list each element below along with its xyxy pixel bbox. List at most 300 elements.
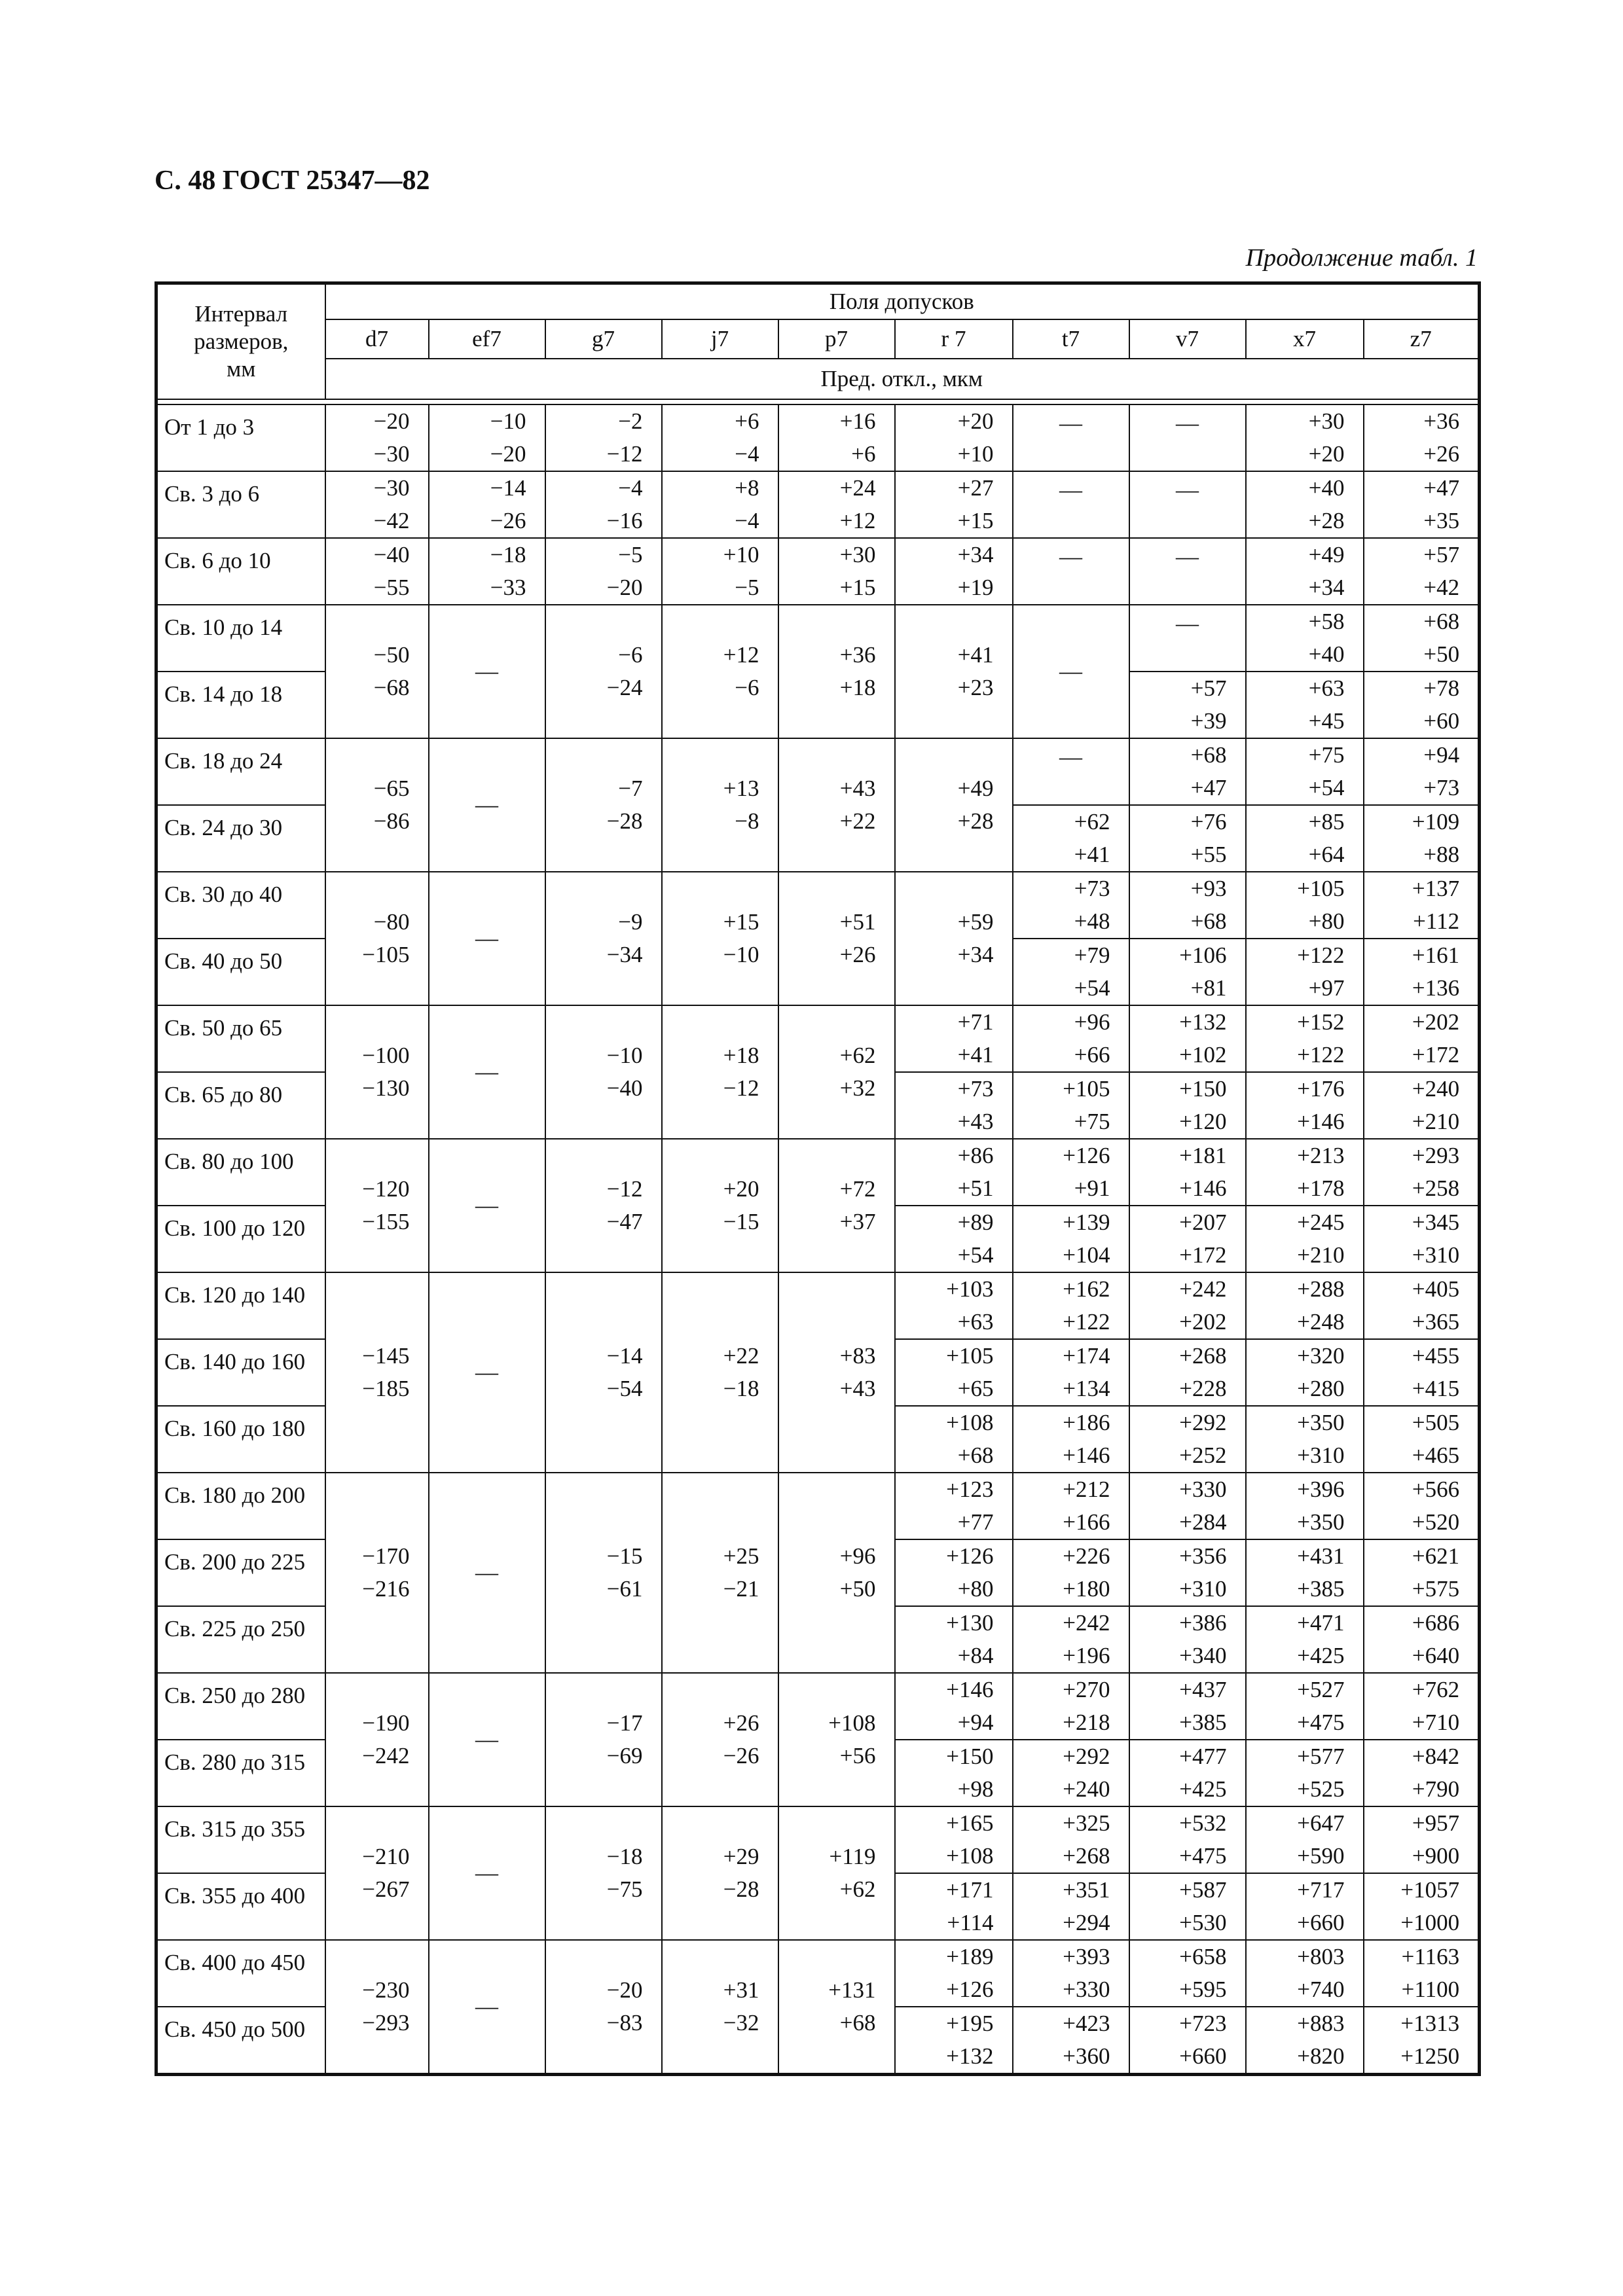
cell-r7-row5 [895,738,1013,872]
cell-x7-row11 [1246,1139,1364,1206]
row-label-text: От 1 до 3 [164,414,255,440]
cell-j7-row7 [662,872,778,1005]
value-upper: +566 [1412,1477,1460,1502]
value-lower: +196 [1063,1643,1110,1668]
cell-x7-row9 [1246,1005,1364,1072]
cell-j7-row21 [662,1806,778,1940]
cell-v7-row2-dash: — [1129,538,1246,605]
value-upper: +31 [723,1977,759,2003]
value-upper: +146 [946,1677,994,1702]
value-upper: +8 [735,475,759,501]
cell-t7-row5-dash: — [1013,738,1129,805]
value-lower: +73 [1423,775,1460,800]
value-upper: +108 [946,1410,994,1435]
value-lower: +65 [957,1376,994,1401]
cell-g7-row5 [545,738,662,872]
value-lower: +43 [957,1109,994,1134]
value-lower: +54 [957,1242,994,1268]
cell-v7-row0-dash: — [1129,404,1246,471]
row-label-text: Св. 3 до 6 [164,481,260,507]
row-label-text: Св. 40 до 50 [164,948,283,974]
value-lower: −21 [723,1576,759,1602]
value-upper: +72 [839,1176,876,1202]
value-lower: −5 [735,575,759,600]
value-lower: +330 [1063,1977,1110,2002]
value-upper: +40 [1308,475,1345,501]
value-upper: +12 [723,642,759,668]
value-lower: +660 [1179,2043,1227,2069]
cell-z7-row19 [1364,1673,1480,1740]
col-header-v7: v7 [1129,319,1246,359]
value-upper: +471 [1297,1610,1345,1636]
cell-v7-row9 [1129,1005,1246,1072]
cell-x7-row4 [1246,672,1364,738]
value-upper: −230 [362,1977,410,2003]
cell-g7-row23 [545,1940,662,2075]
col-header-ef7: ef7 [429,319,545,359]
value-upper: +762 [1412,1677,1460,1702]
cell-p7-row11 [778,1139,895,1272]
corner-header [156,283,325,400]
value-upper: +73 [957,1076,994,1102]
cell-g7-row1 [545,471,662,538]
value-lower: +23 [957,675,994,700]
value-lower: −155 [362,1209,410,1234]
cell-r7-row2 [895,538,1013,605]
cell-j7-row23 [662,1940,778,2075]
col-header-p7: p7 [778,319,895,359]
cell-t7-row7 [1013,872,1129,939]
value-lower: +102 [1179,1042,1227,1067]
value-lower: +210 [1297,1242,1345,1268]
value-upper: +137 [1412,876,1460,901]
value-lower: +54 [1074,975,1110,1001]
value-upper: +51 [839,909,876,935]
value-upper: −170 [362,1543,410,1569]
table-row [156,1806,1480,1873]
cell-j7-row16 [662,1473,778,1673]
value-lower: −55 [373,575,410,600]
value-lower: +68 [839,2010,876,2036]
value-lower: −267 [362,1876,410,1902]
row-label [156,1406,325,1473]
cell-x7-row18 [1246,1606,1364,1673]
value-lower: −242 [362,1743,410,1768]
cell-x7-row7 [1246,872,1364,939]
cell-d7-row2 [325,538,429,605]
value-upper: +89 [957,1210,994,1235]
value-upper: +93 [1190,876,1227,901]
row-label-text: Св. 6 до 10 [164,548,271,573]
cell-v7-row18 [1129,1606,1246,1673]
cell-g7-row13 [545,1272,662,1473]
value-lower: +15 [957,508,994,533]
value-upper: +405 [1412,1276,1460,1302]
value-lower: +88 [1423,842,1460,867]
value-upper: +350 [1297,1410,1345,1435]
value-lower: +19 [957,575,994,600]
value-lower: +112 [1413,908,1460,934]
row-label-text: Св. 225 до 250 [164,1616,306,1641]
cell-g7-row7 [545,872,662,1005]
value-upper: +437 [1179,1677,1227,1702]
row-label [156,1339,325,1406]
value-upper: +212 [1063,1477,1110,1502]
cell-x7-row2 [1246,538,1364,605]
value-upper: −10 [606,1043,643,1068]
value-lower: −42 [373,508,410,533]
cell-r7-row21 [895,1806,1013,1873]
cell-z7-row13 [1364,1272,1480,1339]
value-lower: +248 [1297,1309,1345,1335]
row-label [156,1139,325,1206]
page-header: С. 48 ГОСТ 25347—82 [155,166,430,196]
row-label-text: Св. 180 до 200 [164,1482,306,1508]
cell-r7-row13 [895,1272,1013,1339]
value-upper: −9 [618,909,643,935]
cell-z7-row18 [1364,1606,1480,1673]
cell-z7-row14 [1364,1339,1480,1406]
value-lower: +20 [1308,441,1345,467]
value-upper: +130 [946,1610,994,1636]
value-upper: +49 [1308,542,1345,567]
cell-ef7-row7-dash: — [429,872,545,1005]
value-lower: −4 [735,441,759,467]
value-upper: +131 [828,1977,876,2003]
value-upper: +1057 [1400,1877,1460,1903]
cell-z7-row20 [1364,1740,1480,1806]
value-upper: +30 [839,542,876,567]
cell-d7-row7 [325,872,429,1005]
row-label [156,605,325,672]
cell-g7-row19 [545,1673,662,1806]
cell-ef7-row5-dash: — [429,738,545,872]
value-lower: +218 [1063,1710,1110,1735]
cell-d7-row5 [325,738,429,872]
cell-r7-row20 [895,1740,1013,1806]
table-row [156,872,1480,939]
value-upper: +240 [1412,1076,1460,1102]
value-lower: −54 [606,1376,643,1401]
value-lower: +50 [1423,641,1460,667]
value-lower: +18 [839,675,876,700]
value-upper: +152 [1297,1009,1345,1035]
row-label [156,805,325,872]
value-lower: +32 [839,1075,876,1101]
value-lower: +210 [1412,1109,1460,1134]
cell-p7-row0 [778,404,895,471]
value-lower: +45 [1308,708,1345,734]
cell-ef7-row3-dash: — [429,605,545,738]
value-lower: +122 [1297,1042,1345,1067]
value-lower: +97 [1308,975,1345,1001]
cell-v7-row12 [1129,1206,1246,1272]
cell-r7-row22 [895,1873,1013,1940]
cell-j7-row13 [662,1272,778,1473]
value-lower: +80 [1308,908,1345,934]
cell-r7-row19 [895,1673,1013,1740]
value-upper: −17 [606,1710,643,1736]
row-label-text: Св. 30 до 40 [164,882,283,907]
value-upper: +423 [1063,2011,1110,2036]
value-lower: +1250 [1400,2043,1460,2069]
value-lower: +48 [1074,908,1110,934]
value-upper: +68 [1190,742,1227,768]
cell-d7-row13 [325,1272,429,1473]
continuation-note: Продолжение табл. 1 [1245,244,1478,272]
row-label [156,1873,325,1940]
value-upper: +165 [946,1810,994,1836]
value-upper: +79 [1074,942,1110,968]
cell-j7-row19 [662,1673,778,1806]
cell-d7-row19 [325,1673,429,1806]
cell-t7-row9 [1013,1005,1129,1072]
value-upper: +27 [957,475,994,501]
cell-d7-row16 [325,1473,429,1673]
cell-x7-row23 [1246,1940,1364,2007]
value-lower: +64 [1308,842,1345,867]
value-lower: −216 [362,1576,410,1602]
value-lower: +122 [1063,1309,1110,1335]
cell-r7-row16 [895,1473,1013,1539]
cell-r7-row3 [895,605,1013,738]
value-upper: +658 [1179,1944,1227,1969]
value-lower: +132 [946,2043,994,2069]
value-upper: +126 [1063,1143,1110,1168]
value-upper: +58 [1308,609,1345,634]
col-header-x7: x7 [1246,319,1364,359]
cell-d7-row1 [325,471,429,538]
row-label [156,939,325,1005]
value-lower: −83 [606,2010,643,2036]
cell-v7-row15 [1129,1406,1246,1473]
value-upper: +717 [1297,1877,1345,1903]
cell-r7-row14 [895,1339,1013,1406]
value-lower: −24 [606,675,643,700]
row-label-text: Св. 80 до 100 [164,1149,294,1174]
row-label [156,1606,325,1673]
value-upper: +226 [1063,1543,1110,1569]
value-lower: +37 [839,1209,876,1234]
row-label-text: Св. 24 до 30 [164,815,283,840]
row-label [156,1539,325,1606]
value-lower: +35 [1423,508,1460,533]
tolerance-table [155,281,1481,2076]
value-lower: +98 [957,1776,994,1802]
value-upper: +43 [839,776,876,801]
value-upper: +393 [1063,1944,1110,1969]
cell-v7-row5 [1129,738,1246,805]
row-label [156,1940,325,2007]
value-upper: +242 [1063,1610,1110,1636]
value-upper: +62 [1074,809,1110,834]
value-upper: +86 [957,1143,994,1168]
cell-p7-row7 [778,872,895,1005]
value-upper: −18 [490,542,526,567]
cell-ef7-row23-dash: — [429,1940,545,2075]
value-lower: +525 [1297,1776,1345,1802]
value-upper: +207 [1179,1210,1227,1235]
cell-t7-row22 [1013,1873,1129,1940]
cell-ef7-row16-dash: — [429,1473,545,1673]
value-upper: +13 [723,776,759,801]
value-upper: +957 [1412,1810,1460,1836]
value-upper: +24 [839,475,876,501]
value-upper: +686 [1412,1610,1460,1636]
value-upper: +647 [1297,1810,1345,1836]
row-label-text: Св. 355 до 400 [164,1883,306,1909]
cell-t7-row20 [1013,1740,1129,1806]
value-lower: +710 [1412,1710,1460,1735]
value-lower: +268 [1063,1843,1110,1869]
cell-z7-row11 [1364,1139,1480,1206]
value-upper: +1313 [1400,2011,1460,2036]
value-lower: +56 [839,1743,876,1768]
cell-x7-row19 [1246,1673,1364,1740]
cell-z7-row22 [1364,1873,1480,1940]
cell-z7-row16 [1364,1473,1480,1539]
cell-r7-row0 [895,404,1013,471]
value-lower: +425 [1179,1776,1227,1802]
value-lower: +660 [1297,1910,1345,1935]
value-lower: −293 [362,2010,410,2036]
value-upper: +431 [1297,1543,1345,1569]
value-lower: +240 [1063,1776,1110,1802]
value-upper: +213 [1297,1143,1345,1168]
value-lower: −4 [735,508,759,533]
row-label-text: Св. 140 до 160 [164,1349,306,1374]
row-label [156,1806,325,1873]
cell-v7-row20 [1129,1740,1246,1806]
value-lower: +475 [1179,1843,1227,1869]
cell-v7-row4 [1129,672,1246,738]
value-lower: +81 [1190,975,1227,1001]
value-upper: +174 [1063,1343,1110,1369]
cell-t7-row19 [1013,1673,1129,1740]
value-upper: +150 [946,1744,994,1769]
cell-v7-row10 [1129,1072,1246,1139]
value-upper: +477 [1179,1744,1227,1769]
value-upper: +10 [723,542,759,567]
value-upper: +15 [723,909,759,935]
row-label [156,872,325,939]
cell-p7-row21 [778,1806,895,1940]
cell-p7-row19 [778,1673,895,1806]
cell-ef7-row0 [429,404,545,471]
value-lower: +28 [1308,508,1345,533]
table-row [156,1139,1480,1206]
cell-z7-row1 [1364,471,1480,538]
value-lower: +108 [946,1843,994,1869]
value-upper: +292 [1179,1410,1227,1435]
cell-x7-row14 [1246,1339,1364,1406]
cell-p7-row16 [778,1473,895,1673]
value-upper: +76 [1190,809,1227,834]
cell-z7-row17 [1364,1539,1480,1606]
col-header-t7: t7 [1013,319,1129,359]
value-upper: −12 [606,1176,643,1202]
row-label [156,2007,325,2075]
value-lower: +258 [1412,1175,1460,1201]
value-lower: +146 [1297,1109,1345,1134]
value-upper: +20 [957,408,994,434]
cell-v7-row19 [1129,1673,1246,1740]
corner-line-3: мм [227,356,256,382]
value-lower: +136 [1412,975,1460,1001]
cell-t7-row10 [1013,1072,1129,1139]
value-upper: +345 [1412,1210,1460,1235]
value-lower: +12 [839,508,876,533]
value-upper: −6 [618,642,643,668]
cell-d7-row11 [325,1139,429,1272]
value-upper: +330 [1179,1477,1227,1502]
cell-x7-row22 [1246,1873,1364,1940]
value-lower: +26 [1423,441,1460,467]
cell-j7-row1 [662,471,778,538]
row-label-text: Св. 100 до 120 [164,1215,306,1241]
value-lower: +1000 [1400,1910,1460,1935]
value-lower: +178 [1297,1175,1345,1201]
value-upper: +883 [1297,2011,1345,2036]
cell-x7-row20 [1246,1740,1364,1806]
value-upper: +105 [946,1343,994,1369]
cell-z7-row5 [1364,738,1480,805]
value-upper: +162 [1063,1276,1110,1302]
value-upper: −65 [373,776,410,801]
col-header-g7: g7 [545,319,662,359]
cell-r7-row1 [895,471,1013,538]
value-upper: +106 [1179,942,1227,968]
cell-z7-row0 [1364,404,1480,471]
value-upper: +386 [1179,1610,1227,1636]
cell-v7-row17 [1129,1539,1246,1606]
value-lower: −10 [723,942,759,967]
value-upper: +577 [1297,1744,1345,1769]
row-label-text: Св. 315 до 355 [164,1816,306,1842]
value-lower: +84 [957,1643,994,1668]
cell-p7-row13 [778,1272,895,1473]
value-upper: +36 [1423,408,1460,434]
value-lower: +68 [957,1443,994,1468]
value-lower: −26 [490,508,526,533]
value-lower: +55 [1190,842,1227,867]
value-upper: +96 [1074,1009,1110,1035]
value-upper: +94 [1423,742,1460,768]
value-upper: −5 [618,542,643,567]
value-lower: −16 [606,508,643,533]
row-label [156,538,325,605]
cell-t7-row23 [1013,1940,1129,2007]
value-upper: −20 [373,408,410,434]
value-lower: +41 [957,1042,994,1067]
value-lower: −12 [723,1075,759,1101]
cell-z7-row10 [1364,1072,1480,1139]
value-upper: +59 [957,909,994,935]
value-upper: −20 [606,1977,643,2003]
row-label-text: Св. 450 до 500 [164,2017,306,2042]
value-upper: −50 [373,642,410,668]
cell-j7-row2 [662,538,778,605]
cell-v7-row21 [1129,1806,1246,1873]
value-lower: −32 [723,2010,759,2036]
cell-x7-row0 [1246,404,1364,471]
value-lower: +60 [1423,708,1460,734]
table-row [156,1473,1480,1539]
value-lower: +91 [1074,1175,1110,1201]
cell-t7-row24 [1013,2007,1129,2075]
value-upper: +723 [1179,2011,1227,2036]
value-upper: +268 [1179,1343,1227,1369]
